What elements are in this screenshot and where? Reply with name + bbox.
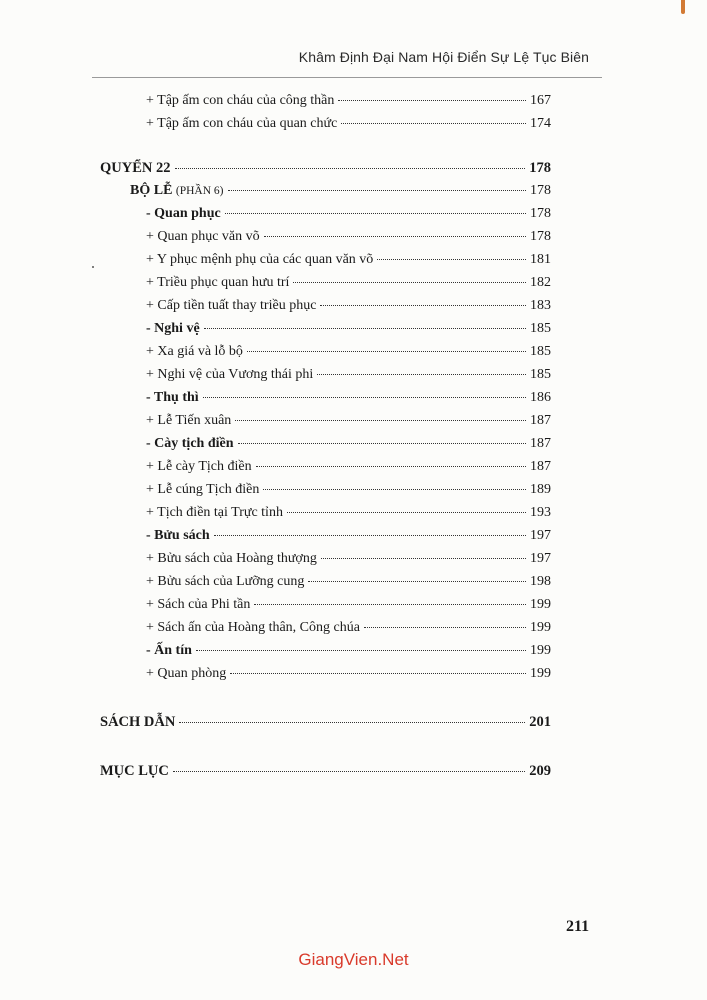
- toc-entry-page: 199: [530, 620, 551, 635]
- dot-leader: [203, 397, 526, 398]
- dot-leader: [196, 650, 526, 651]
- toc-entry[interactable]: [146, 343, 551, 361]
- dot-leader: [377, 259, 526, 260]
- dot-leader: [230, 673, 526, 674]
- toc-entry-label: - Ấn tín: [146, 643, 192, 658]
- toc-entry[interactable]: [146, 251, 551, 269]
- toc-entry-page: 189: [530, 482, 551, 497]
- page-number: 211: [566, 918, 590, 935]
- toc-entry-section[interactable]: [146, 320, 551, 338]
- toc-entry-page: 197: [530, 551, 551, 566]
- dot-leader: [293, 282, 526, 283]
- dot-leader: [341, 123, 526, 124]
- scan-speck: [92, 266, 94, 268]
- toc-entry[interactable]: [146, 274, 551, 292]
- toc-entry-label: + Lễ cày Tịch điền: [146, 459, 252, 474]
- dot-leader: [321, 558, 526, 559]
- watermark-link[interactable]: GiangVien.Net: [298, 950, 409, 969]
- toc-entry[interactable]: [146, 665, 551, 683]
- toc-entry-page: 178: [530, 229, 551, 244]
- toc-entry-label: + Triều phục quan hưu trí: [146, 275, 290, 290]
- toc-entry-label: + Bửu sách của Lưỡng cung: [146, 574, 305, 589]
- toc-entry[interactable]: [146, 228, 551, 246]
- toc-entry-page: 209: [529, 763, 551, 779]
- dot-leader: [173, 771, 525, 772]
- toc-entry-label: + Nghi vệ của Vương thái phi: [146, 367, 314, 382]
- dot-leader: [228, 190, 526, 191]
- header-rule: [92, 77, 602, 78]
- toc-entry-label: + Sách ấn của Hoàng thân, Công chúa: [146, 620, 360, 635]
- toc-entry-page: 187: [530, 459, 551, 474]
- toc-entry-page: 185: [530, 367, 551, 382]
- toc-entry-label: MỤC LỤC: [100, 763, 169, 779]
- toc-entry-page: 185: [530, 344, 551, 359]
- dot-leader: [264, 236, 526, 237]
- toc-entry-page: 187: [530, 436, 551, 451]
- dot-leader: [254, 604, 526, 605]
- toc-entry-page: 178: [530, 183, 551, 198]
- toc-entry-page: 181: [530, 252, 551, 267]
- dot-leader: [214, 535, 526, 536]
- dot-leader: [287, 512, 526, 513]
- toc-entry-page: 178: [530, 206, 551, 221]
- toc-entry-section[interactable]: [146, 389, 551, 407]
- toc-entry-label: - Bửu sách: [146, 528, 210, 543]
- toc-entry[interactable]: [146, 504, 551, 522]
- dot-leader: [247, 351, 526, 352]
- toc-entry[interactable]: [146, 92, 551, 110]
- dot-leader: [256, 466, 526, 467]
- toc-entry-page: 199: [530, 643, 551, 658]
- toc-entry-part[interactable]: [130, 182, 551, 200]
- toc-entry-volume[interactable]: [100, 159, 551, 177]
- toc-entry-label: + Tịch điền tại Trực tỉnh: [146, 505, 283, 520]
- page-corner-mark: [681, 0, 685, 14]
- toc-entry-label: + Lễ cúng Tịch điền: [146, 482, 260, 497]
- toc-entry-label: + Tập ấm con cháu của quan chức: [146, 116, 338, 131]
- toc-entry-page: 187: [530, 413, 551, 428]
- toc-entry[interactable]: [146, 596, 551, 614]
- toc-entry-label: + Xa giá và lỗ bộ: [146, 344, 243, 359]
- toc-entry-label: + Cấp tiền tuất thay triều phục: [146, 298, 317, 313]
- toc-entry[interactable]: [146, 458, 551, 476]
- toc-entry-section[interactable]: [146, 205, 551, 223]
- toc-entry[interactable]: [146, 366, 551, 384]
- toc-entry-label: - Cày tịch điền: [146, 436, 234, 451]
- toc-entry[interactable]: [146, 573, 551, 591]
- toc-entry-page: 178: [529, 160, 551, 176]
- toc-entry[interactable]: [146, 619, 551, 637]
- toc-entry-page: 193: [530, 505, 551, 520]
- toc-entry-label: + Tập ấm con cháu của công thần: [146, 93, 335, 108]
- toc-entry-contents[interactable]: [100, 762, 551, 780]
- dot-leader: [308, 581, 526, 582]
- toc-entry-page: 182: [530, 275, 551, 290]
- toc-entry-label: - Thụ thì: [146, 390, 199, 405]
- dot-leader: [263, 489, 526, 490]
- toc-entry-page: 197: [530, 528, 551, 543]
- dot-leader: [179, 722, 525, 723]
- toc-entry-section[interactable]: [146, 642, 551, 660]
- toc-entry[interactable]: [146, 481, 551, 499]
- dot-leader: [364, 627, 526, 628]
- toc-entry[interactable]: [146, 550, 551, 568]
- toc-entry-label: + Quan phòng: [146, 666, 227, 681]
- toc-entry-label: + Sách của Phi tần: [146, 597, 251, 612]
- toc-entry[interactable]: [146, 115, 551, 133]
- toc-entry-page: 174: [530, 116, 551, 131]
- toc-entry-label: + Bửu sách của Hoàng thượng: [146, 551, 317, 566]
- toc-entry-index[interactable]: [100, 713, 551, 731]
- dot-leader: [317, 374, 526, 375]
- dot-leader: [175, 168, 526, 169]
- toc-entry-label: - Quan phục: [146, 206, 221, 221]
- toc-entry-page: 186: [530, 390, 551, 405]
- toc-entry-page: 199: [530, 666, 551, 681]
- dot-leader: [225, 213, 526, 214]
- dot-leader: [338, 100, 526, 101]
- toc-entry-label: + Quan phục văn võ: [146, 229, 260, 244]
- toc-entry[interactable]: [146, 412, 551, 430]
- toc-entry-label: + Y phục mệnh phụ của các quan văn võ: [146, 252, 374, 267]
- toc-entry-label: BỘ LỄ (PHẦN 6): [130, 183, 224, 198]
- toc-entry-label: + Lễ Tiến xuân: [146, 413, 232, 428]
- toc-entry-page: 201: [529, 714, 551, 730]
- toc-entry-page: 199: [530, 597, 551, 612]
- dot-leader: [204, 328, 526, 329]
- dot-leader: [320, 305, 526, 306]
- toc-entry[interactable]: [146, 297, 551, 315]
- toc-entry-page: 185: [530, 321, 551, 336]
- toc-entry-section[interactable]: [146, 527, 551, 545]
- running-header: Khâm Định Đại Nam Hội Điển Sự Lệ Tục Biên: [298, 49, 589, 65]
- toc-entry-page: 183: [530, 298, 551, 313]
- toc-entry-page: 167: [530, 93, 551, 108]
- toc-entry-label: QUYỂN 22: [100, 160, 171, 176]
- toc-entry-label-suffix: (PHẦN 6): [175, 185, 224, 197]
- toc-entry-section[interactable]: [146, 435, 551, 453]
- dot-leader: [235, 420, 526, 421]
- toc-entry-label: SÁCH DẪN: [100, 714, 176, 730]
- dot-leader: [238, 443, 527, 444]
- toc-entry-page: 198: [530, 574, 551, 589]
- toc-entry-label: - Nghi vệ: [146, 321, 200, 336]
